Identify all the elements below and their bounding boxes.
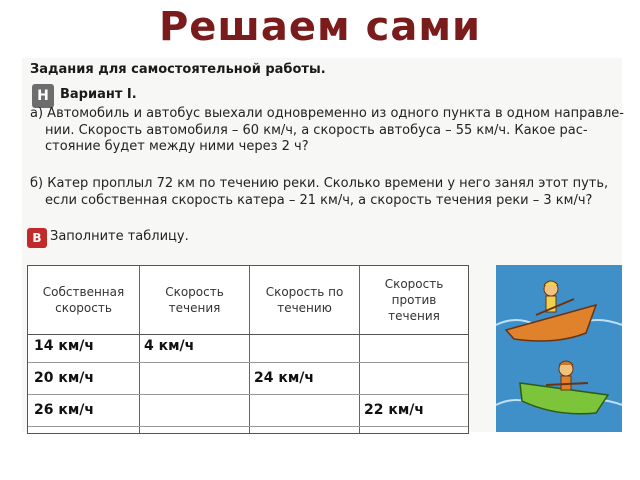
table-cell: 14 км/ч (34, 338, 95, 354)
task-b-line-2: если собственная скорость катера – 21 км/ч, а скорость течения реки – 3 км/ч? (45, 192, 593, 208)
row-divider (28, 362, 468, 363)
section-heading: Задания для самостоятельной работы. (30, 62, 326, 77)
task-a-line-2: нии. Скорость автомобиля – 60 км/ч, а скорость автобуса – 55 км/ч. Какое рас- (45, 122, 588, 138)
table-cell: 22 км/ч (364, 402, 425, 418)
row-divider (28, 394, 468, 395)
header-current-speed (140, 266, 249, 334)
header-upstream-speed-line-3: течения (388, 309, 440, 323)
header-current-speed-line-2: течения (168, 301, 221, 315)
task-a-line-1: а) Автомобиль и автобус выехали одновременно из одного пункта в одном направле- (30, 106, 624, 121)
level-badge-v: В (27, 228, 47, 248)
task-a-line-3: стояние будет между ними через 2 ч? (45, 139, 309, 154)
header-upstream-speed-line-2: против (391, 293, 437, 307)
header-own-speed-line-1: Собственная (42, 285, 125, 299)
task-a (30, 106, 624, 156)
table-cell: 4 км/ч (144, 338, 195, 354)
task-b-line-1: б) Катер проплыл 72 км по течению реки. Сколько времени у него занял этот путь, (30, 176, 609, 191)
header-own-speed (28, 266, 139, 334)
speed-table (27, 265, 469, 434)
header-downstream-speed (250, 266, 359, 334)
task-b (30, 176, 620, 209)
header-downstream-speed-line-1: Скорость по (265, 285, 344, 299)
header-own-speed-line-2: скорость (55, 301, 112, 315)
header-upstream-speed (360, 266, 468, 334)
table-cell: 24 км/ч (254, 370, 315, 386)
row-divider (28, 426, 468, 427)
header-divider (28, 334, 468, 335)
header-upstream-speed-line-1: Скорость (384, 277, 444, 291)
fill-table-label: Заполните таблицу. (50, 229, 189, 244)
level-badge-n: Н (32, 84, 54, 108)
boats-with-rowers-icon (496, 265, 622, 432)
table-cell: 20 км/ч (34, 370, 95, 386)
header-downstream-speed-line-2: течению (277, 301, 332, 315)
header-current-speed-line-1: Скорость (165, 285, 224, 299)
slide-title: Решаем сами (158, 4, 482, 50)
variant-label: Вариант I. (60, 87, 137, 102)
table-cell: 26 км/ч (34, 402, 95, 418)
